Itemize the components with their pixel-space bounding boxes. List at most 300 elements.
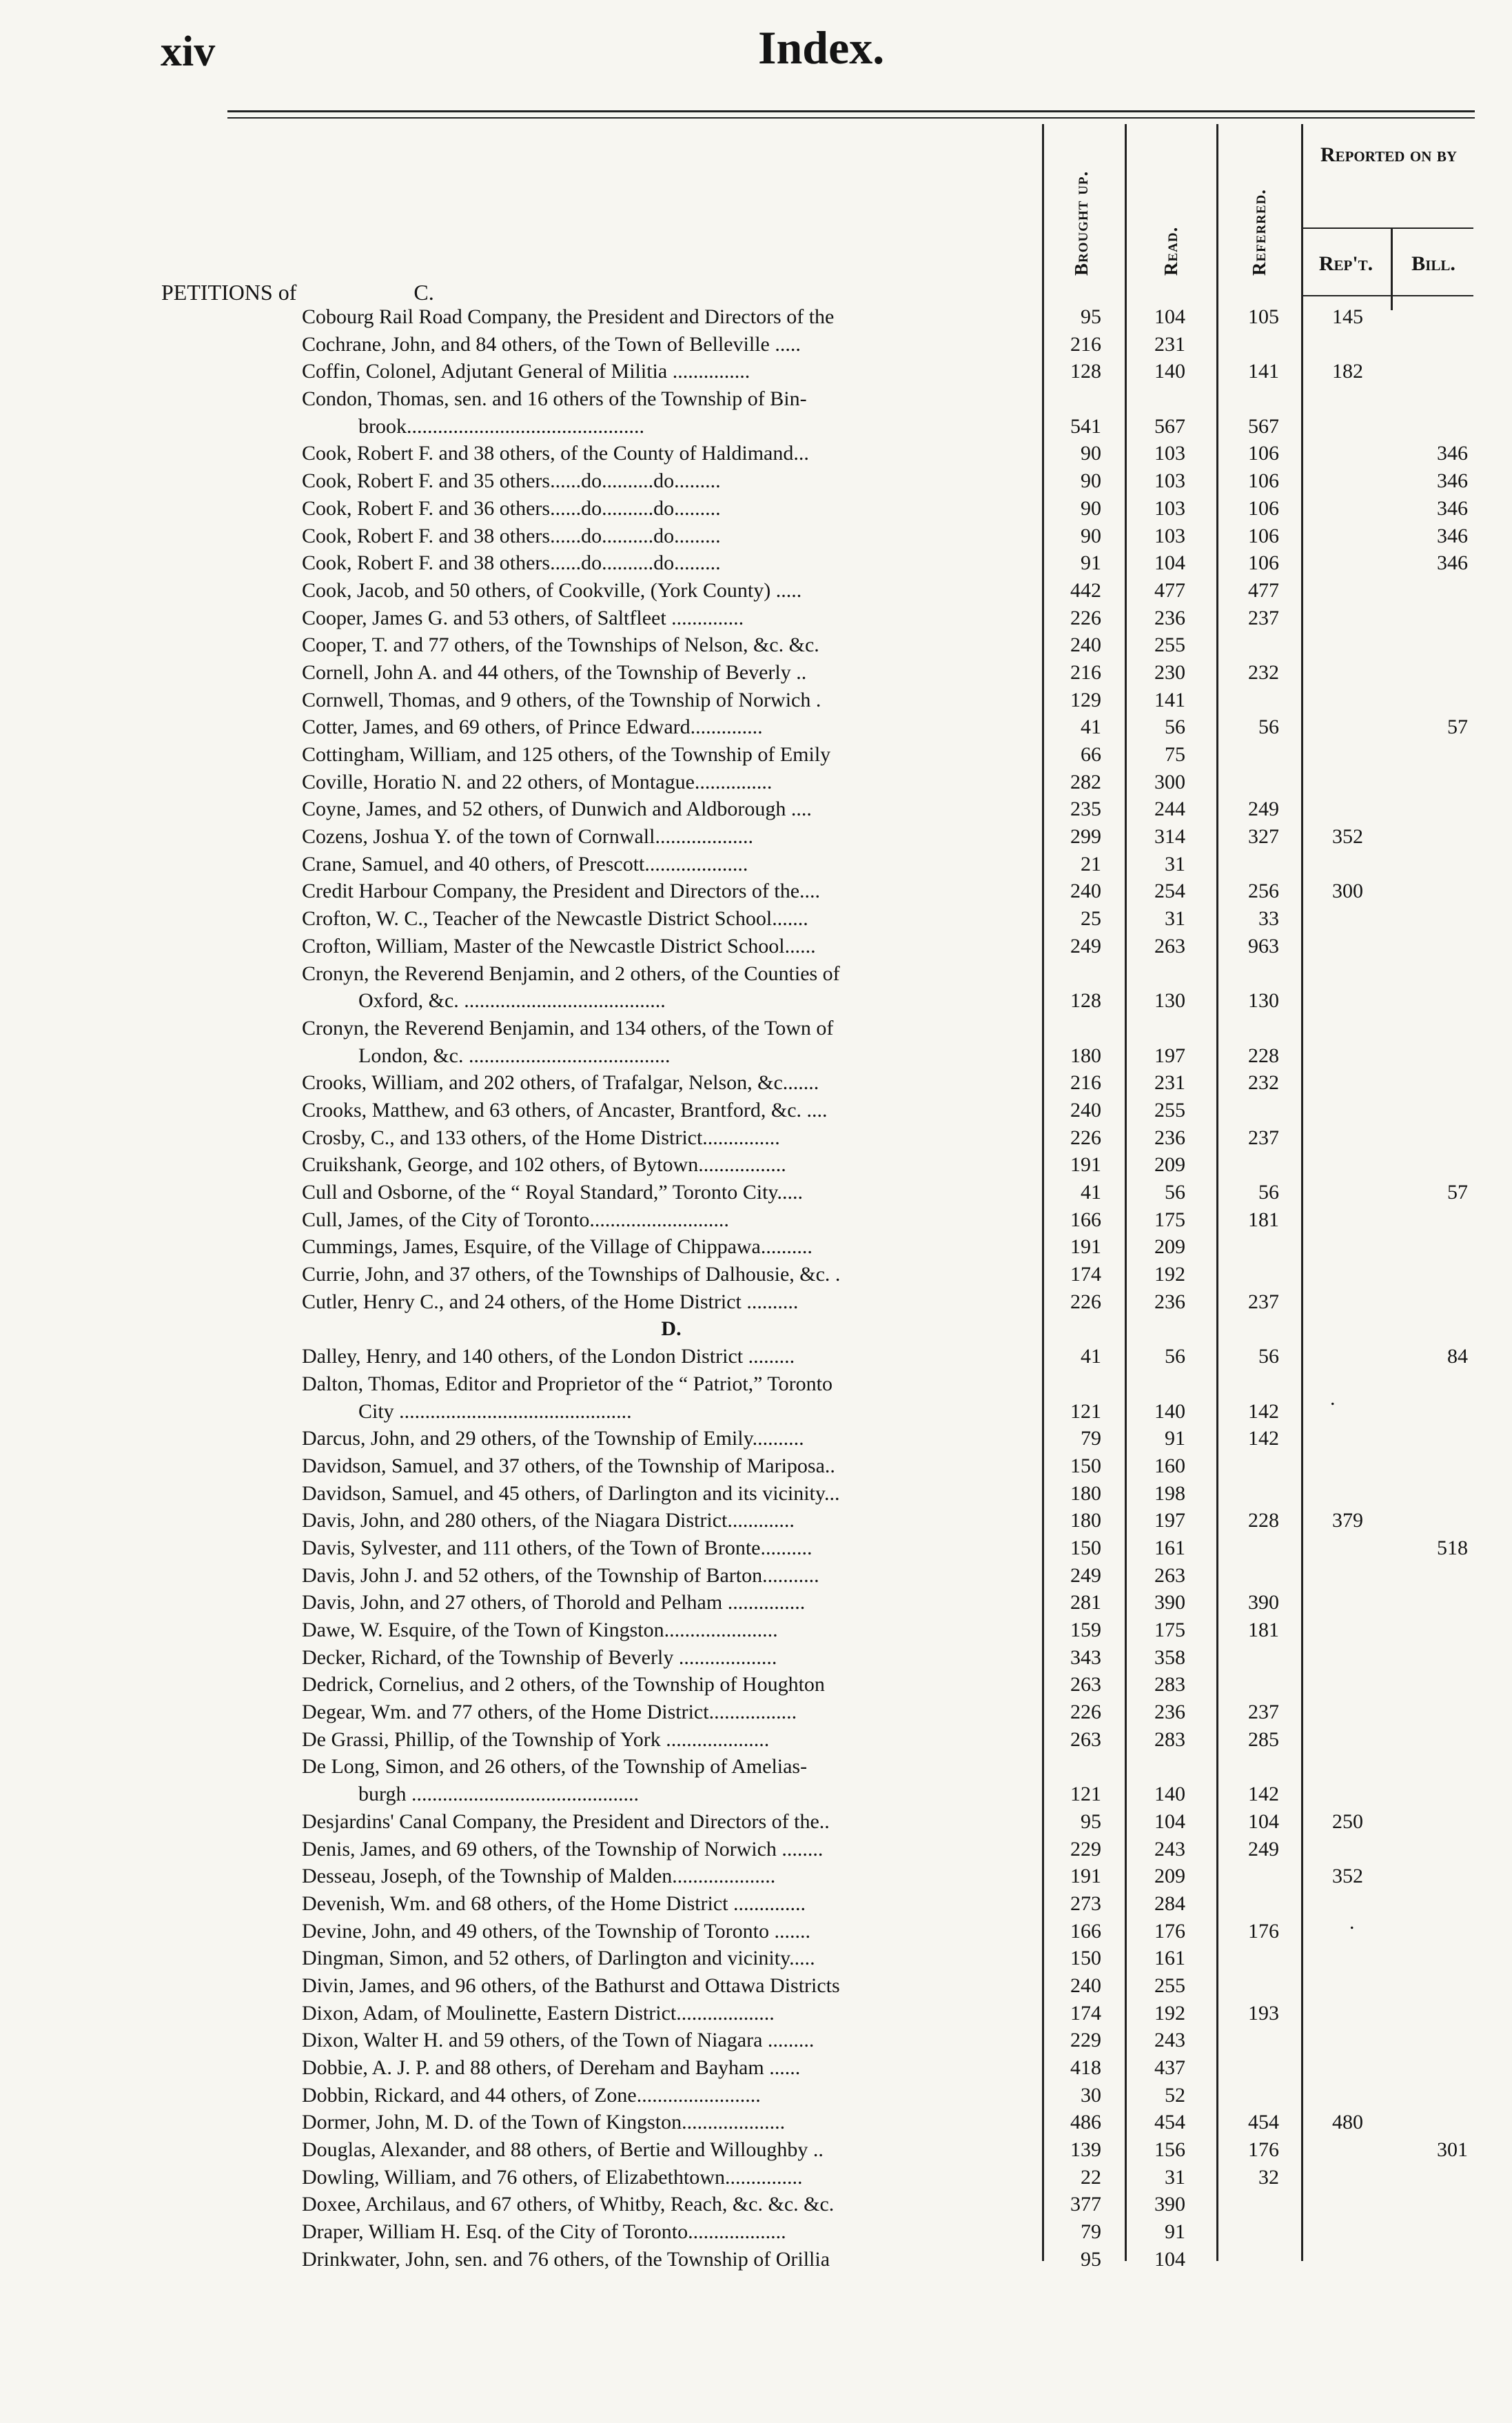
read-value: 75 — [1165, 743, 1185, 766]
entry-name: Cronyn, the Reverend Benjamin, and 2 others, of the Counties of — [302, 962, 840, 985]
referred-value: 181 — [1248, 1619, 1279, 1641]
read-value: 263 — [1154, 1563, 1185, 1587]
read-value: 358 — [1154, 1645, 1185, 1669]
letter-heading — [0, 1315, 1512, 1343]
read-value: 236 — [1154, 606, 1185, 629]
brought-up-value: 180 — [1070, 1044, 1101, 1067]
referred-value: 232 — [1248, 660, 1279, 684]
index-entry — [0, 1233, 1512, 1261]
index-entry — [0, 1452, 1512, 1480]
entry-name: Crooks, Matthew, and 63 others, of Ancaster, Brantford, &c. .... — [302, 1098, 828, 1122]
read-value: 103 — [1154, 442, 1185, 465]
entry-name: Cronyn, the Reverend Benjamin, and 134 others, of the Town of — [302, 1016, 834, 1040]
index-entry — [0, 577, 1512, 605]
index-entry — [0, 2082, 1512, 2109]
referred-value: 142 — [1248, 1427, 1279, 1450]
read-value: 390 — [1154, 2193, 1185, 2216]
brought-up-value: 263 — [1070, 1727, 1101, 1751]
stray-mark: . — [1330, 1387, 1336, 1410]
read-value: 283 — [1154, 1727, 1185, 1751]
brought-up-value: 121 — [1070, 1783, 1101, 1806]
brought-up-value: 166 — [1070, 1919, 1101, 1943]
col-read: Read. — [1161, 226, 1181, 276]
entry-name: Dingman, Simon, and 52 others, of Darlington and vicinity..... — [302, 1947, 815, 1970]
index-entry — [0, 549, 1512, 577]
referred-value: 176 — [1248, 2138, 1279, 2162]
referred-value: 963 — [1248, 934, 1279, 957]
referred-value: 237 — [1248, 1126, 1279, 1149]
header-rule-bottom — [1301, 295, 1473, 296]
bill-value: 57 — [1447, 716, 1468, 739]
entry-name: Cook, Robert F. and 35 others......do..........do......... — [302, 469, 721, 493]
entry-name: Davis, Sylvester, and 111 others, of the Town of Bronte.......... — [302, 1536, 813, 1559]
brought-up-value: 343 — [1070, 1645, 1101, 1669]
read-value: 140 — [1154, 1783, 1185, 1806]
entry-name: brook.............................................. — [358, 414, 644, 438]
index-entry — [0, 1562, 1512, 1590]
entry-name: Cozens, Joshua Y. of the town of Cornwall................... — [302, 825, 753, 849]
referred-value: 104 — [1248, 1809, 1279, 1833]
index-entry — [0, 1945, 1512, 1972]
bill-value: 518 — [1437, 1536, 1468, 1559]
read-value: 263 — [1154, 934, 1185, 957]
entry-name: Dedrick, Cornelius, and 2 others, of the Township of Houghton — [302, 1673, 825, 1696]
index-entry — [0, 713, 1512, 741]
index-entry — [0, 1671, 1512, 1699]
entry-name: Coffin, Colonel, Adjutant General of Militia ............... — [302, 360, 750, 383]
brought-up-value: 486 — [1070, 2111, 1101, 2134]
referred-value: 106 — [1248, 524, 1279, 547]
brought-up-value: 226 — [1070, 1701, 1101, 1724]
entry-name: Cummings, James, Esquire, of the Village of Chippawa.......... — [302, 1235, 813, 1259]
read-value: 230 — [1154, 660, 1185, 684]
read-value: 104 — [1154, 551, 1185, 575]
read-value: 130 — [1154, 989, 1185, 1013]
index-entry — [0, 331, 1512, 358]
index-entry — [0, 523, 1512, 550]
index-entry — [0, 1644, 1512, 1672]
brought-up-value: 66 — [1081, 743, 1101, 766]
entry-name: Degear, Wm. and 77 others, of the Home District................. — [302, 1701, 797, 1724]
index-entry — [0, 1151, 1512, 1179]
index-entry — [0, 1398, 1512, 1426]
referred-value: 228 — [1248, 1509, 1279, 1532]
entry-name: Condon, Thomas, sen. and 16 others of the Township of Bin- — [302, 387, 807, 411]
entry-name: Cook, Robert F. and 38 others, of the County of Haldimand... — [302, 442, 809, 465]
index-entry — [0, 1480, 1512, 1508]
read-value: 300 — [1154, 770, 1185, 793]
index-entry — [0, 1179, 1512, 1206]
entry-name: Dawe, W. Esquire, of the Town of Kingston...................... — [302, 1619, 778, 1641]
entry-name: Cook, Robert F. and 36 others......do..........do......... — [302, 496, 721, 520]
read-value: 140 — [1154, 1399, 1185, 1423]
index-entry — [0, 1425, 1512, 1452]
index-entry — [0, 303, 1512, 331]
brought-up-value: 90 — [1081, 442, 1101, 465]
col-bill: Bill. — [1411, 252, 1455, 275]
brought-up-value: 150 — [1070, 1454, 1101, 1477]
referred-value: 228 — [1248, 1044, 1279, 1067]
brought-up-value: 240 — [1070, 633, 1101, 657]
index-entry — [0, 2109, 1512, 2136]
brought-up-value: 226 — [1070, 1290, 1101, 1313]
index-entry — [0, 1206, 1512, 1234]
index-entry — [0, 495, 1512, 523]
index-entry — [0, 358, 1512, 385]
index-entry — [0, 1042, 1512, 1070]
entry-name: Dixon, Adam, of Moulinette, Eastern District................... — [302, 2001, 775, 2025]
bill-value: 346 — [1437, 469, 1468, 493]
index-entry — [0, 2054, 1512, 2082]
brought-up-value: 79 — [1081, 1427, 1101, 1450]
entry-name: Desseau, Joseph, of the Township of Malden.................... — [302, 1865, 776, 1888]
index-entry — [0, 741, 1512, 769]
referred-value: 56 — [1258, 1181, 1279, 1204]
entry-name: Dobbie, A. J. P. and 88 others, of Dereham and Bayham ...... — [302, 2056, 801, 2079]
read-value: 31 — [1165, 2165, 1185, 2189]
index-entry — [0, 878, 1512, 905]
index-entry — [0, 2218, 1512, 2246]
col-referred: Referred. — [1249, 188, 1269, 276]
brought-up-value: 541 — [1070, 414, 1101, 438]
read-value: 161 — [1154, 1536, 1185, 1559]
brought-up-value: 240 — [1070, 880, 1101, 903]
bill-value: 346 — [1437, 442, 1468, 465]
read-value: 477 — [1154, 578, 1185, 602]
bill-value: 301 — [1437, 2138, 1468, 2162]
index-entry — [0, 1808, 1512, 1836]
entry-name: Credit Harbour Company, the President and Directors of the.... — [302, 880, 821, 903]
read-value: 175 — [1154, 1208, 1185, 1231]
referred-value: 237 — [1248, 1290, 1279, 1313]
read-value: 52 — [1165, 2083, 1185, 2107]
brought-up-value: 41 — [1081, 1345, 1101, 1368]
index-entry — [0, 1124, 1512, 1152]
bill-value: 346 — [1437, 524, 1468, 547]
col-brought-up: Brought up. — [1071, 170, 1092, 276]
entry-name: Denis, James, and 69 others, of the Township of Norwich ........ — [302, 1837, 824, 1861]
index-entry — [0, 2191, 1512, 2218]
brought-up-value: 21 — [1081, 852, 1101, 875]
header-rule-reported — [1301, 227, 1473, 229]
entry-name: Cobourg Rail Road Company, the President and Directors of the — [302, 305, 835, 328]
referred-value: 142 — [1248, 1783, 1279, 1806]
entry-name: Coyne, James, and 52 others, of Dunwich and Aldborough .... — [302, 798, 812, 821]
index-entry — [0, 2164, 1512, 2191]
referred-value: 567 — [1248, 414, 1279, 438]
brought-up-value: 299 — [1070, 825, 1101, 849]
referred-value: 33 — [1258, 907, 1279, 931]
referred-value: 477 — [1248, 578, 1279, 602]
brought-up-value: 174 — [1070, 1263, 1101, 1286]
read-value: 244 — [1154, 798, 1185, 821]
referred-value: 106 — [1248, 442, 1279, 465]
report-value: 145 — [1332, 305, 1363, 328]
brought-up-value: 180 — [1070, 1509, 1101, 1532]
brought-up-value: 216 — [1070, 660, 1101, 684]
read-value: 437 — [1154, 2056, 1185, 2079]
referred-value: 237 — [1248, 1701, 1279, 1724]
referred-value: 327 — [1248, 825, 1279, 849]
index-entry — [0, 1836, 1512, 1863]
brought-up-value: 180 — [1070, 1481, 1101, 1505]
entry-name: Davidson, Samuel, and 37 others, of the Township of Mariposa.. — [302, 1454, 835, 1477]
entry-name: Cochrane, John, and 84 others, of the Town of Belleville ..... — [302, 332, 801, 356]
report-value: 480 — [1332, 2111, 1363, 2134]
entry-name: Douglas, Alexander, and 88 others, of Bertie and Willoughby .. — [302, 2138, 824, 2162]
read-value: 236 — [1154, 1290, 1185, 1313]
entry-name: Davidson, Samuel, and 45 others, of Darlington and its vicinity... — [302, 1481, 840, 1505]
index-entry — [0, 1589, 1512, 1616]
read-value: 209 — [1154, 1235, 1185, 1259]
page-number: xiv — [161, 28, 216, 75]
index-entry — [0, 1890, 1512, 1918]
report-value: 250 — [1332, 1809, 1363, 1833]
entry-name: Dalton, Thomas, Editor and Proprietor of the “ Patriot,” Toronto — [302, 1372, 832, 1395]
entry-name: Cruikshank, George, and 102 others, of Bytown................. — [302, 1153, 786, 1177]
index-entry — [0, 687, 1512, 714]
brought-up-value: 281 — [1070, 1591, 1101, 1614]
read-value: 284 — [1154, 1892, 1185, 1915]
read-value: 56 — [1165, 1181, 1185, 1204]
index-entry — [0, 1863, 1512, 1890]
referred-value: 130 — [1248, 989, 1279, 1013]
index-entry — [0, 1507, 1512, 1534]
brought-up-value: 121 — [1070, 1399, 1101, 1423]
brought-up-value: 95 — [1081, 305, 1101, 328]
index-entry — [0, 960, 1512, 988]
col-reported-on-by: Reported on by — [1320, 143, 1458, 166]
referred-value: 256 — [1248, 880, 1279, 903]
entry-name: Davis, John, and 280 others, of the Niagara District............. — [302, 1509, 795, 1532]
entry-name: Crosby, C., and 133 others, of the Home District............... — [302, 1126, 780, 1149]
read-value: 231 — [1154, 1071, 1185, 1095]
read-value: 243 — [1154, 2029, 1185, 2052]
entry-name: Draper, William H. Esq. of the City of Toronto................... — [302, 2220, 786, 2244]
brought-up-value: 249 — [1070, 934, 1101, 957]
brought-up-value: 25 — [1081, 907, 1101, 931]
brought-up-value: 191 — [1070, 1235, 1101, 1259]
entry-name: Darcus, John, and 29 others, of the Township of Emily.......... — [302, 1427, 804, 1450]
referred-value: 106 — [1248, 551, 1279, 575]
index-entry — [0, 769, 1512, 796]
brought-up-value: 79 — [1081, 2220, 1101, 2244]
index-entry — [0, 2136, 1512, 2164]
entry-name: Desjardins' Canal Company, the President and Directors of the.. — [302, 1809, 830, 1833]
brought-up-value: 282 — [1070, 770, 1101, 793]
brought-up-value: 240 — [1070, 1098, 1101, 1122]
entry-name: Crooks, William, and 202 others, of Trafalgar, Nelson, &c....... — [302, 1071, 819, 1095]
read-value: 103 — [1154, 524, 1185, 547]
index-entry — [0, 1726, 1512, 1754]
report-value: 352 — [1332, 1865, 1363, 1888]
bill-value: 346 — [1437, 496, 1468, 520]
entry-name: Dormer, John, M. D. of the Town of Kingston.................... — [302, 2111, 786, 2134]
entry-name: Crane, Samuel, and 40 others, of Prescott.................... — [302, 852, 748, 875]
entry-name: Currie, John, and 37 others, of the Townships of Dalhousie, &c. . — [302, 1263, 841, 1286]
entry-name: Cutler, Henry C., and 24 others, of the Home District .......... — [302, 1290, 799, 1313]
report-value: 352 — [1332, 825, 1363, 849]
read-value: 390 — [1154, 1591, 1185, 1614]
stray-mark: . — [1349, 1911, 1355, 1934]
entry-name: Cook, Robert F. and 38 others......do..........do......... — [302, 524, 721, 547]
read-value: 140 — [1154, 360, 1185, 383]
referred-value: 237 — [1248, 606, 1279, 629]
entry-name: Drinkwater, John, sen. and 76 others, of the Township of Orillia — [302, 2247, 830, 2271]
bill-value: 57 — [1447, 1181, 1468, 1204]
brought-up-value: 226 — [1070, 1126, 1101, 1149]
index-entry — [0, 823, 1512, 851]
entry-name: Cornwell, Thomas, and 9 others, of the Township of Norwich . — [302, 688, 821, 711]
bill-value: 84 — [1447, 1345, 1468, 1368]
read-value: 231 — [1154, 332, 1185, 356]
referred-value: 181 — [1248, 1208, 1279, 1231]
read-value: 91 — [1165, 1427, 1185, 1450]
brought-up-value: 150 — [1070, 1947, 1101, 1970]
read-value: 314 — [1154, 825, 1185, 849]
index-entry — [0, 1370, 1512, 1398]
entry-name: Cooper, T. and 77 others, of the Townships of Nelson, &c. &c. — [302, 633, 819, 657]
index-entry — [0, 605, 1512, 632]
index-entry — [0, 1534, 1512, 1562]
brought-up-value: 216 — [1070, 332, 1101, 356]
brought-up-value: 159 — [1070, 1619, 1101, 1641]
read-value: 236 — [1154, 1701, 1185, 1724]
brought-up-value: 90 — [1081, 496, 1101, 520]
brought-up-value: 240 — [1070, 1974, 1101, 1997]
index-entry — [0, 2246, 1512, 2273]
entry-name: Crofton, W. C., Teacher of the Newcastle District School....... — [302, 907, 808, 931]
entry-name: Coville, Horatio N. and 22 others, of Montague............... — [302, 770, 773, 793]
section-heading — [161, 280, 434, 305]
referred-value: 193 — [1248, 2001, 1279, 2025]
brought-up-value: 442 — [1070, 578, 1101, 602]
entry-name: Davis, John, and 27 others, of Thorold and Pelham ............... — [302, 1591, 806, 1614]
brought-up-value: 90 — [1081, 524, 1101, 547]
index-entry — [0, 413, 1512, 440]
entry-name: De Grassi, Phillip, of the Township of York .................... — [302, 1727, 770, 1751]
brought-up-value: 229 — [1070, 1837, 1101, 1861]
referred-value: 56 — [1258, 716, 1279, 739]
index-entries — [0, 303, 1512, 2273]
brought-up-value: 226 — [1070, 606, 1101, 629]
brought-up-value: 41 — [1081, 1181, 1101, 1204]
read-value: 160 — [1154, 1454, 1185, 1477]
entry-name: Cottingham, William, and 125 others, of the Township of Emily — [302, 743, 831, 766]
index-entry — [0, 2027, 1512, 2054]
section-label: PETITIONS of — [161, 280, 297, 305]
brought-up-value: 229 — [1070, 2029, 1101, 2052]
read-value: 31 — [1165, 852, 1185, 875]
brought-up-value: 90 — [1081, 469, 1101, 493]
read-value: 567 — [1154, 414, 1185, 438]
brought-up-value: 191 — [1070, 1153, 1101, 1177]
brought-up-value: 139 — [1070, 2138, 1101, 2162]
entry-name: Cooper, James G. and 53 others, of Saltfleet .............. — [302, 606, 744, 629]
index-entry — [0, 440, 1512, 467]
entry-name: Dobbin, Rickard, and 44 others, of Zone........................ — [302, 2083, 761, 2107]
referred-value: 249 — [1248, 1837, 1279, 1861]
entry-name: Cook, Jacob, and 50 others, of Cookville, (York County) ..... — [302, 578, 802, 602]
index-entry — [0, 385, 1512, 413]
read-value: 56 — [1165, 716, 1185, 739]
brought-up-value: 377 — [1070, 2193, 1101, 2216]
bill-value: 346 — [1437, 551, 1468, 575]
brought-up-value: 22 — [1081, 2165, 1101, 2189]
entry-name: Dalley, Henry, and 140 others, of the London District ......... — [302, 1345, 795, 1368]
brought-up-value: 30 — [1081, 2083, 1101, 2107]
entry-name: London, &c. ....................................... — [358, 1044, 671, 1067]
report-value: 182 — [1332, 360, 1363, 383]
read-value: 197 — [1154, 1044, 1185, 1067]
read-value: 255 — [1154, 1974, 1185, 1997]
read-value: 255 — [1154, 633, 1185, 657]
entry-name: burgh ............................................ — [358, 1783, 639, 1806]
section-letter: C. — [413, 280, 434, 305]
read-value: 283 — [1154, 1673, 1185, 1696]
read-value: 104 — [1154, 305, 1185, 328]
brought-up-value: 95 — [1081, 1809, 1101, 1833]
index-entry — [0, 987, 1512, 1015]
read-value: 454 — [1154, 2111, 1185, 2134]
index-entry — [0, 1343, 1512, 1370]
brought-up-value: 263 — [1070, 1673, 1101, 1696]
entry-name: Decker, Richard, of the Township of Beverly ................... — [302, 1645, 777, 1669]
read-value: 141 — [1154, 688, 1185, 711]
index-entry — [0, 1699, 1512, 1726]
entry-name: Cornell, John A. and 44 others, of the Township of Beverly .. — [302, 660, 807, 684]
letter-heading-text: D. — [661, 1317, 682, 1341]
read-value: 91 — [1165, 2220, 1185, 2244]
read-value: 176 — [1154, 1919, 1185, 1943]
index-entry — [0, 659, 1512, 687]
brought-up-value: 128 — [1070, 360, 1101, 383]
referred-value: 32 — [1258, 2165, 1279, 2189]
read-value: 243 — [1154, 1837, 1185, 1861]
brought-up-value: 91 — [1081, 551, 1101, 575]
read-value: 192 — [1154, 2001, 1185, 2025]
entry-name: Doxee, Archilaus, and 67 others, of Whitby, Reach, &c. &c. &c. — [302, 2193, 835, 2216]
referred-value: 454 — [1248, 2111, 1279, 2134]
read-value: 56 — [1165, 1345, 1185, 1368]
index-entry — [0, 933, 1512, 960]
index-entry — [0, 1616, 1512, 1644]
read-value: 31 — [1165, 907, 1185, 931]
read-value: 161 — [1154, 1947, 1185, 1970]
brought-up-value: 41 — [1081, 716, 1101, 739]
entry-name: Dowling, William, and 76 others, of Elizabethtown............... — [302, 2165, 803, 2189]
referred-value: 249 — [1248, 798, 1279, 821]
read-value: 156 — [1154, 2138, 1185, 2162]
index-entry — [0, 1261, 1512, 1288]
header-rule-thin — [227, 117, 1475, 119]
index-entry — [0, 1015, 1512, 1042]
brought-up-value: 216 — [1070, 1071, 1101, 1095]
index-entry — [0, 1753, 1512, 1781]
referred-value: 176 — [1248, 1919, 1279, 1943]
report-value: 379 — [1332, 1509, 1363, 1532]
referred-value: 390 — [1248, 1591, 1279, 1614]
read-value: 209 — [1154, 1865, 1185, 1888]
index-entry — [0, 1069, 1512, 1097]
report-value: 300 — [1332, 880, 1363, 903]
read-value: 192 — [1154, 1263, 1185, 1286]
read-value: 104 — [1154, 2247, 1185, 2271]
index-entry — [0, 851, 1512, 878]
referred-value: 106 — [1248, 496, 1279, 520]
brought-up-value: 174 — [1070, 2001, 1101, 2025]
entry-name: Cook, Robert F. and 38 others......do..........do......... — [302, 551, 721, 575]
